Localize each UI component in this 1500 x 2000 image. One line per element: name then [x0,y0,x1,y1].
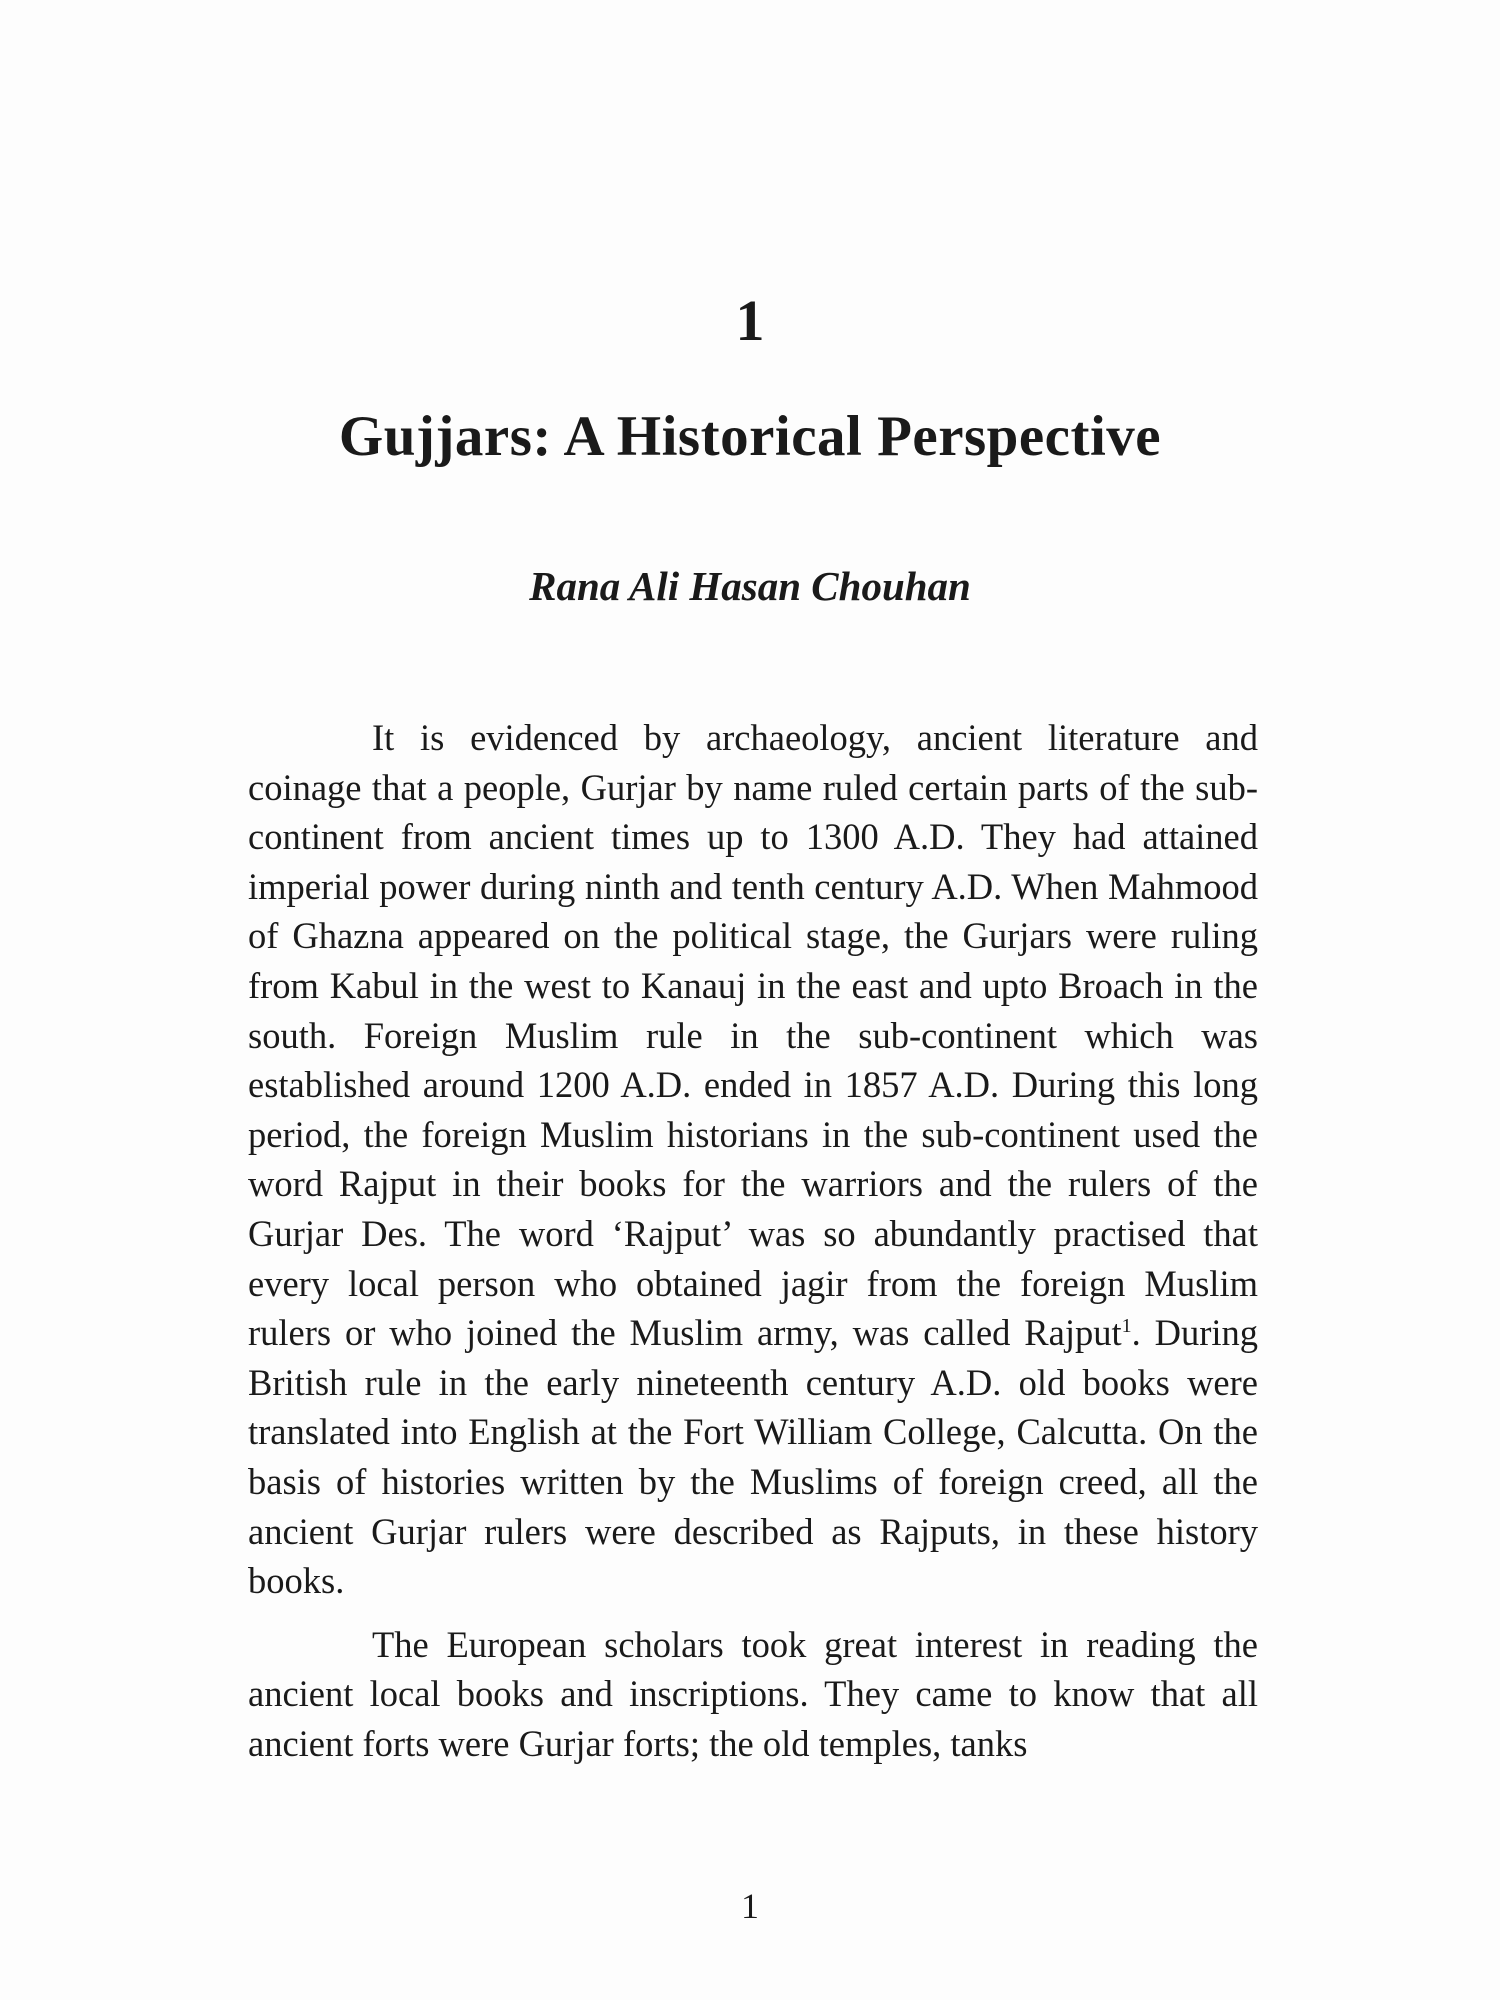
page-number: 1 [741,1886,759,1926]
body-text [248,713,1258,1768]
author-name: Rana Ali Hasan Chouhan [529,563,971,609]
paragraph-1 [248,713,1258,1606]
paragraph-1-text-continued: . During British rule in the early nineteenth century A.D. old books were translated into English at the Fort William College, Calcutta. On the basis of histories written by the Muslims of foreign creed, all the ancient Gurjar rulers were described as Rajputs, in these history books. [248,1312,1259,1602]
paragraph-2: The European scholars took great interest in reading the ancient local books and inscriptions. They came to know that all ancient forts were Gurjar forts; the old temples, tanks [248,1623,1258,1764]
chapter-number: 1 [735,288,765,353]
paragraph-1-text: It is evidenced by archaeology, ancient literature and coinage that a people, Gurjar by name ruled certain parts of the sub-continent from ancient times up to 1300 A.D. They had attained imperial power during ninth and tenth century A.D. When Mahmood of Ghazna appeared on the political stage, the Gurjars were ruling from Kabul in the west to Kanauj in the east and upto Broach in the south. Foreign Muslim rule in the sub-continent which was established around 1200 A.D. ended in 1857 A.D. During this long period, the foreign Muslim historians in the sub-continent used the word Rajput in their books for the warriors and the rulers of the Gurjar Des. The word ‘Rajput’ was so abundantly practised that every local person who obtained jagir from the foreign Muslim rulers or who joined the Muslim army, was called Rajput [248,717,1258,1354]
footnote-ref: 1 [1121,1314,1132,1337]
chapter-title: Gujjars: A Historical Perspective [338,405,1162,468]
